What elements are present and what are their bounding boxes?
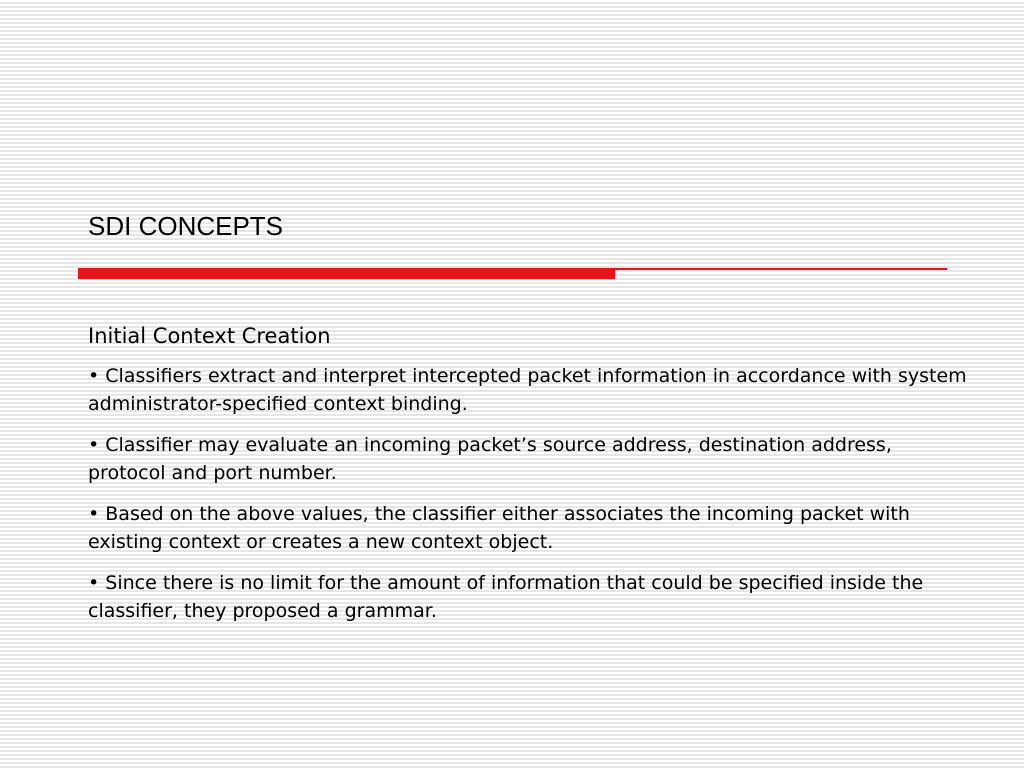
bullet-text: Classifiers extract and interpret intercepted packet information in accordance with system administrator-specified context binding.	[88, 365, 967, 415]
bullet-text: Since there is no limit for the amount of information that could be specified inside the classifier, they proposed a grammar.	[88, 572, 924, 622]
bullet-text: Based on the above values, the classifier either associates the incoming packet with existing context or creates a new context object.	[88, 503, 910, 553]
bullet-item	[88, 500, 968, 556]
title-divider-thick	[78, 268, 615, 279]
title-divider-thin	[615, 268, 947, 270]
bullet-icon: •	[88, 503, 100, 525]
bullet-icon: •	[88, 572, 100, 594]
bullet-text: Classifier may evaluate an incoming packet’s source address, destination address, protocol and port number.	[88, 434, 892, 484]
slide-body	[88, 320, 968, 638]
slide-title: SDI CONCEPTS	[88, 211, 284, 241]
slide-subtitle: Initial Context Creation	[88, 324, 331, 348]
bullet-item	[88, 569, 968, 625]
bullet-item	[88, 431, 968, 487]
bullet-icon: •	[88, 434, 100, 456]
bullet-item	[88, 362, 968, 418]
bullet-icon: •	[88, 365, 100, 387]
